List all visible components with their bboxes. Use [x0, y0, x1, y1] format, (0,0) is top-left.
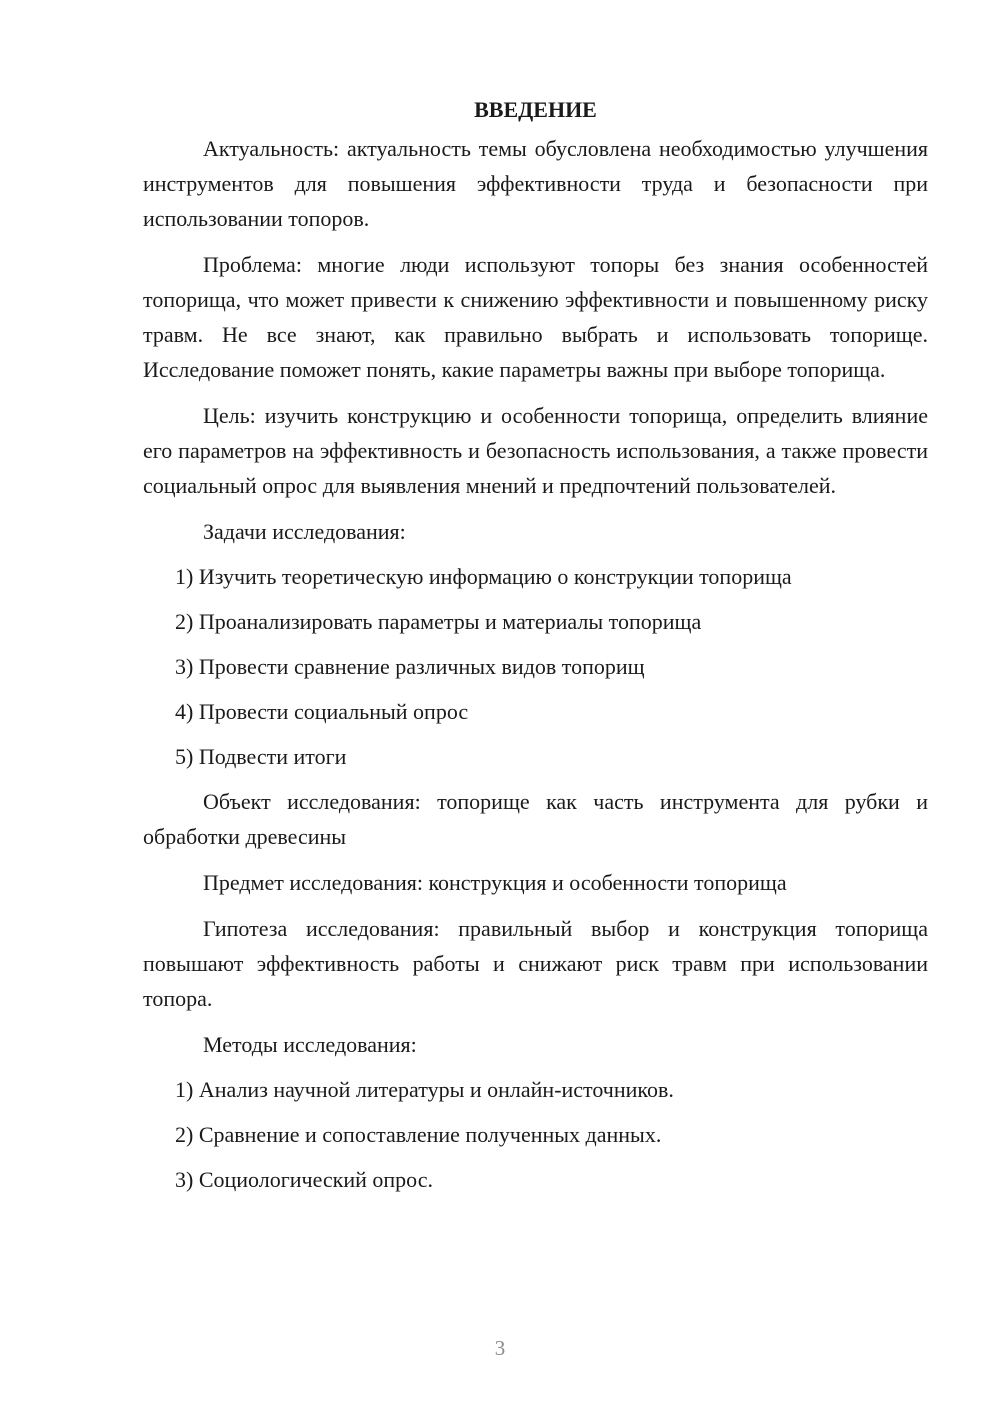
methods-heading: Методы исследования:	[203, 1032, 417, 1057]
task-item: 1) Изучить теоретическую информацию о конструкции топорища	[175, 564, 792, 589]
section-title: ВВЕДЕНИЕ	[474, 97, 597, 122]
goal-paragraph: Цель: изучить конструкцию и особенности топорища, определить влияние его параметров на эффективность и безопасность использования, а также провести социальный опрос для выявления мнений и предпочтений пользователей.	[143, 403, 928, 498]
page-content	[143, 92, 928, 1207]
hypothesis-paragraph: Гипотеза исследования: правильный выбор и конструкция топорища повышают эффективность работы и снижают риск травм при использовании топора.	[143, 916, 928, 1011]
relevance-paragraph: Актуальность: актуальность темы обусловлена необходимостью улучшения инструментов для повышения эффективности труда и безопасности при использовании топоров.	[143, 136, 928, 231]
task-item: 3) Провести сравнение различных видов топорищ	[175, 654, 645, 679]
task-item: 4) Провести социальный опрос	[175, 699, 469, 724]
subject-paragraph: Предмет исследования: конструкция и особенности топорища	[203, 870, 787, 895]
page-number: 3	[494, 1336, 506, 1360]
tasks-heading: Задачи исследования:	[203, 519, 406, 544]
method-item: 3) Социологический опрос.	[175, 1167, 433, 1192]
task-item: 2) Проанализировать параметры и материалы топорища	[175, 609, 702, 634]
method-item: 1) Анализ научной литературы и онлайн-источников.	[175, 1077, 674, 1102]
problem-paragraph: Проблема: многие люди используют топоры без знания особенностей топорища, что может привести к снижению эффективности и повышенному риску травм. Не все знают, как правильно выбрать и использовать топорище. Исследование поможет понять, какие параметры важны при выборе топорища.	[143, 252, 928, 382]
task-item: 5) Подвести итоги	[175, 744, 347, 769]
method-item: 2) Сравнение и сопоставление полученных данных.	[175, 1122, 662, 1147]
object-paragraph: Объект исследования: топорище как часть инструмента для рубки и обработки древесины	[143, 789, 928, 849]
